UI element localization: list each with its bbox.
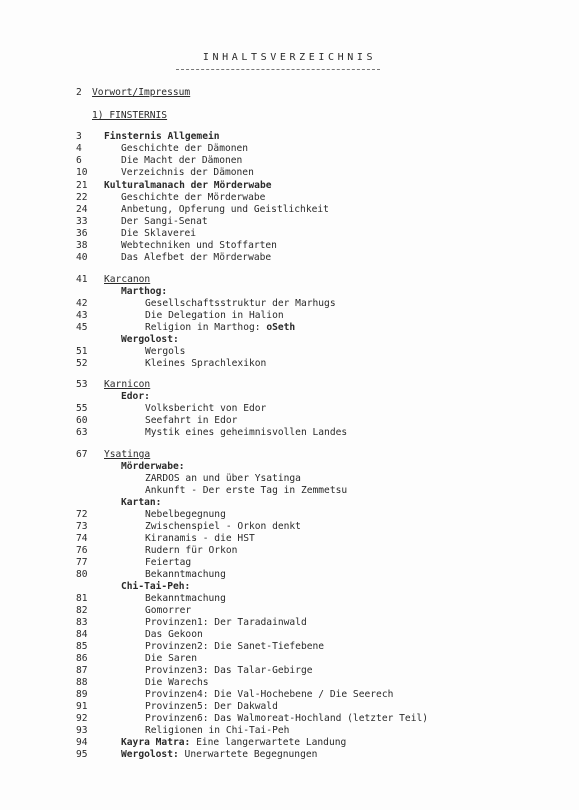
toc-entry-title: Edor: <box>121 391 150 402</box>
toc-entry-title: Religionen in Chi-Tai-Peh <box>145 725 290 736</box>
toc-entry-text <box>104 274 150 286</box>
toc-page-number: 41 <box>76 274 88 285</box>
toc-entry-text <box>145 713 428 725</box>
toc-entry-title: Seefahrt in Edor <box>145 415 238 426</box>
toc-page-number: 94 <box>76 737 88 748</box>
toc-entry-text <box>121 334 179 346</box>
toc-entry-title: Karcanon <box>104 274 151 285</box>
toc-entry-title: Die Warechs <box>145 677 209 688</box>
toc-entry-title: Bekanntmachung <box>145 569 226 580</box>
toc-page-number: 36 <box>76 228 88 239</box>
toc-entry-title: Die Saren <box>145 653 197 664</box>
toc-page-number: 33 <box>76 216 88 227</box>
toc-page-number: 60 <box>76 415 88 426</box>
toc-entry-text <box>145 593 226 605</box>
toc-entry-title: Kayra Matra: <box>121 737 191 748</box>
toc-page-number: 24 <box>76 204 88 215</box>
toc-entry-title: Volksbericht von Edor <box>145 403 267 414</box>
toc-page-number: 92 <box>76 713 88 724</box>
toc-entry-text <box>121 167 254 179</box>
toc-page-number: 53 <box>76 379 88 390</box>
toc-entry-text <box>145 346 185 358</box>
toc-entry-title: Kartan: <box>121 497 162 508</box>
toc-entry-text <box>145 701 278 713</box>
toc-page-number: 6 <box>76 155 82 166</box>
toc-entry-title: Kulturalmanach der Mörderwabe <box>104 180 272 191</box>
toc-entry-text <box>92 110 167 122</box>
toc-page-number: 93 <box>76 725 88 736</box>
toc-entry-text <box>121 737 346 749</box>
toc-entry-text <box>145 545 237 557</box>
toc-page-number: 4 <box>76 143 82 154</box>
toc-entry-text <box>145 533 255 545</box>
toc-entry-text <box>145 665 313 677</box>
toc-entry-text <box>121 497 161 509</box>
toc-entry-title: Die Delegation in Halion <box>145 310 284 321</box>
toc-entry-title: Provinzen2: Die Sanet-Tiefebene <box>145 641 325 652</box>
toc-entry-text <box>121 461 185 473</box>
toc-entry-title: Provinzen5: Der Dakwald <box>145 701 278 712</box>
toc-entry-subtitle: Eine langerwartete Landung <box>196 737 347 748</box>
toc-entry-title: Wergolost: <box>121 334 179 345</box>
toc-entry-title: Provinzen4: Die Val-Hochebene / Die Seerech <box>145 689 394 700</box>
toc-entry-text <box>121 240 277 252</box>
toc-page-number: 55 <box>76 403 88 414</box>
toc-page-number: 91 <box>76 701 88 712</box>
toc-page-number: 88 <box>76 677 88 688</box>
toc-entry-text <box>145 641 324 653</box>
toc-page-number: 86 <box>76 653 88 664</box>
toc-entry-title: Die Macht der Dämonen <box>121 155 243 166</box>
toc-page-number: 89 <box>76 689 88 700</box>
toc-page-number: 74 <box>76 533 88 544</box>
toc-entry-text <box>121 155 242 167</box>
toc-entry-text <box>145 485 347 497</box>
toc-entry-title: ZARDOS an und über Ysatinga <box>145 473 301 484</box>
toc-entry-title: Geschichte der Mörderwabe <box>121 192 266 203</box>
toc-page-number: 51 <box>76 346 88 357</box>
toc-entry-text <box>145 298 336 310</box>
toc-entry-title: Kiranamis - die HST <box>145 533 255 544</box>
toc-page-number: 21 <box>76 180 88 191</box>
toc-entry-text <box>145 403 266 415</box>
toc-entry-title: Ysatinga <box>104 449 151 460</box>
toc-entry-text <box>145 677 209 689</box>
toc-page-number: 42 <box>76 298 88 309</box>
toc-entry-title: Verzeichnis der Dämonen <box>121 167 254 178</box>
toc-page-number: 87 <box>76 665 88 676</box>
toc-entry-text <box>145 521 301 533</box>
toc-page-number: 63 <box>76 427 88 438</box>
toc-entry-title: Provinzen6: Das Walmoreat-Hochland (letzter Teil) <box>145 713 429 724</box>
toc-page-number: 76 <box>76 545 88 556</box>
toc-entry-title: Webtechniken und Stoffarten <box>121 240 277 251</box>
toc-page-number: 45 <box>76 322 88 333</box>
toc-entry-title: Vorwort/Impressum <box>92 87 191 98</box>
toc-entry-text <box>145 725 289 737</box>
toc-entry-title: Anbetung, Opferung und Geistlichkeit <box>121 204 329 215</box>
toc-entry-title: Rudern für Orkon <box>145 545 238 556</box>
toc-entry-text <box>104 180 272 192</box>
toc-entry-title: Karnicon <box>104 379 151 390</box>
toc-entry-title: Das Gekoon <box>145 629 203 640</box>
toc-entry-title: Kleines Sprachlexikon <box>145 358 267 369</box>
toc-page-number: 82 <box>76 605 88 616</box>
toc-entry-text <box>145 427 347 439</box>
toc-page-number: 3 <box>76 131 82 142</box>
toc-entry-text <box>121 216 208 228</box>
toc-entry-text <box>145 310 284 322</box>
toc-page-number: 77 <box>76 557 88 568</box>
toc-entry-text <box>104 379 150 391</box>
toc-entry-title: 1) FINSTERNIS <box>92 110 168 121</box>
toc-entry-title: Wergolost: <box>121 749 179 760</box>
toc-entry-text <box>145 557 191 569</box>
toc-entry-title: Geschichte der Dämonen <box>121 143 249 154</box>
toc-entry-text <box>145 605 191 617</box>
toc-page-number: 67 <box>76 449 88 460</box>
toc-entry-text <box>121 749 317 761</box>
toc-page-number: 81 <box>76 593 88 604</box>
toc-entry-title: Das Alefbet der Mörderwabe <box>121 252 272 263</box>
toc-entry-title: Ankunft - Der erste Tag in Zemmetsu <box>145 485 348 496</box>
toc-entry-title: Feiertag <box>145 557 192 568</box>
toc-entry-text <box>121 286 167 298</box>
toc-entry-title: Provinzen1: Der Taradainwald <box>145 617 307 628</box>
toc-entry-text <box>145 509 226 521</box>
title-underline <box>176 69 380 70</box>
toc-entry-text <box>121 204 329 216</box>
toc-entry-title: Provinzen3: Das Talar-Gebirge <box>145 665 313 676</box>
toc-entry-title: Wergols <box>145 346 186 357</box>
toc-entry-text <box>145 473 301 485</box>
toc-page-number: 22 <box>76 192 88 203</box>
toc-entry-title: Der Sangi-Senat <box>121 216 208 227</box>
toc-entry-subtitle: Unerwartete Begegnungen <box>184 749 318 760</box>
page-title: INHALTSVERZEICHNIS <box>202 52 377 63</box>
toc-page-number: 52 <box>76 358 88 369</box>
toc-page-number: 38 <box>76 240 88 251</box>
toc-page-number: 73 <box>76 521 88 532</box>
toc-entry-title: Gomorrer <box>145 605 192 616</box>
toc-entry-title: Mystik eines geheimnisvollen Landes <box>145 427 348 438</box>
toc-entry-text <box>145 322 295 334</box>
toc-entry-text <box>121 391 150 403</box>
toc-page-number: 10 <box>76 167 88 178</box>
toc-entry-text <box>145 617 307 629</box>
toc-page-number: 72 <box>76 509 88 520</box>
toc-entry-title: Bekanntmachung <box>145 593 226 604</box>
toc-page-number: 85 <box>76 641 88 652</box>
toc-entry-text <box>145 569 226 581</box>
toc-entry-title: Die Sklaverei <box>121 228 197 239</box>
toc-entry-title: Mörderwabe: <box>121 461 185 472</box>
toc-entry-title: Finsternis Allgemein <box>104 131 220 142</box>
toc-entry-title: Chi-Tai-Peh: <box>121 581 191 592</box>
toc-entry-text <box>145 629 203 641</box>
toc-entry-text <box>121 192 265 204</box>
toc-page-number: 95 <box>76 749 88 760</box>
toc-entry-text <box>145 415 237 427</box>
toc-entry-text <box>145 653 197 665</box>
toc-entry-text <box>145 358 266 370</box>
toc-entry-text <box>121 252 271 264</box>
toc-entry-text <box>92 87 190 99</box>
toc-page-number: 84 <box>76 629 88 640</box>
toc-entry-subtitle: oSeth <box>266 322 296 333</box>
toc-entry-title: Nebelbegegnung <box>145 509 226 520</box>
toc-page-number: 43 <box>76 310 88 321</box>
toc-page-number: 40 <box>76 252 88 263</box>
toc-page-number: 80 <box>76 569 88 580</box>
toc-entry-text <box>145 689 393 701</box>
toc-entry-text <box>121 581 190 593</box>
toc-page-number: 2 <box>76 87 82 98</box>
toc-entry-title: Gesellschaftsstruktur der Marhugs <box>145 298 336 309</box>
toc-page-number: 83 <box>76 617 88 628</box>
toc-entry-title: Marthog: <box>121 286 168 297</box>
toc-entry-text <box>104 131 220 143</box>
toc-entry-title: Zwischenspiel - Orkon denkt <box>145 521 301 532</box>
toc-entry-title: Religion in Marthog: <box>145 322 261 333</box>
toc-entry-text <box>104 449 150 461</box>
toc-entry-text <box>121 228 196 240</box>
toc-entry-text <box>121 143 248 155</box>
